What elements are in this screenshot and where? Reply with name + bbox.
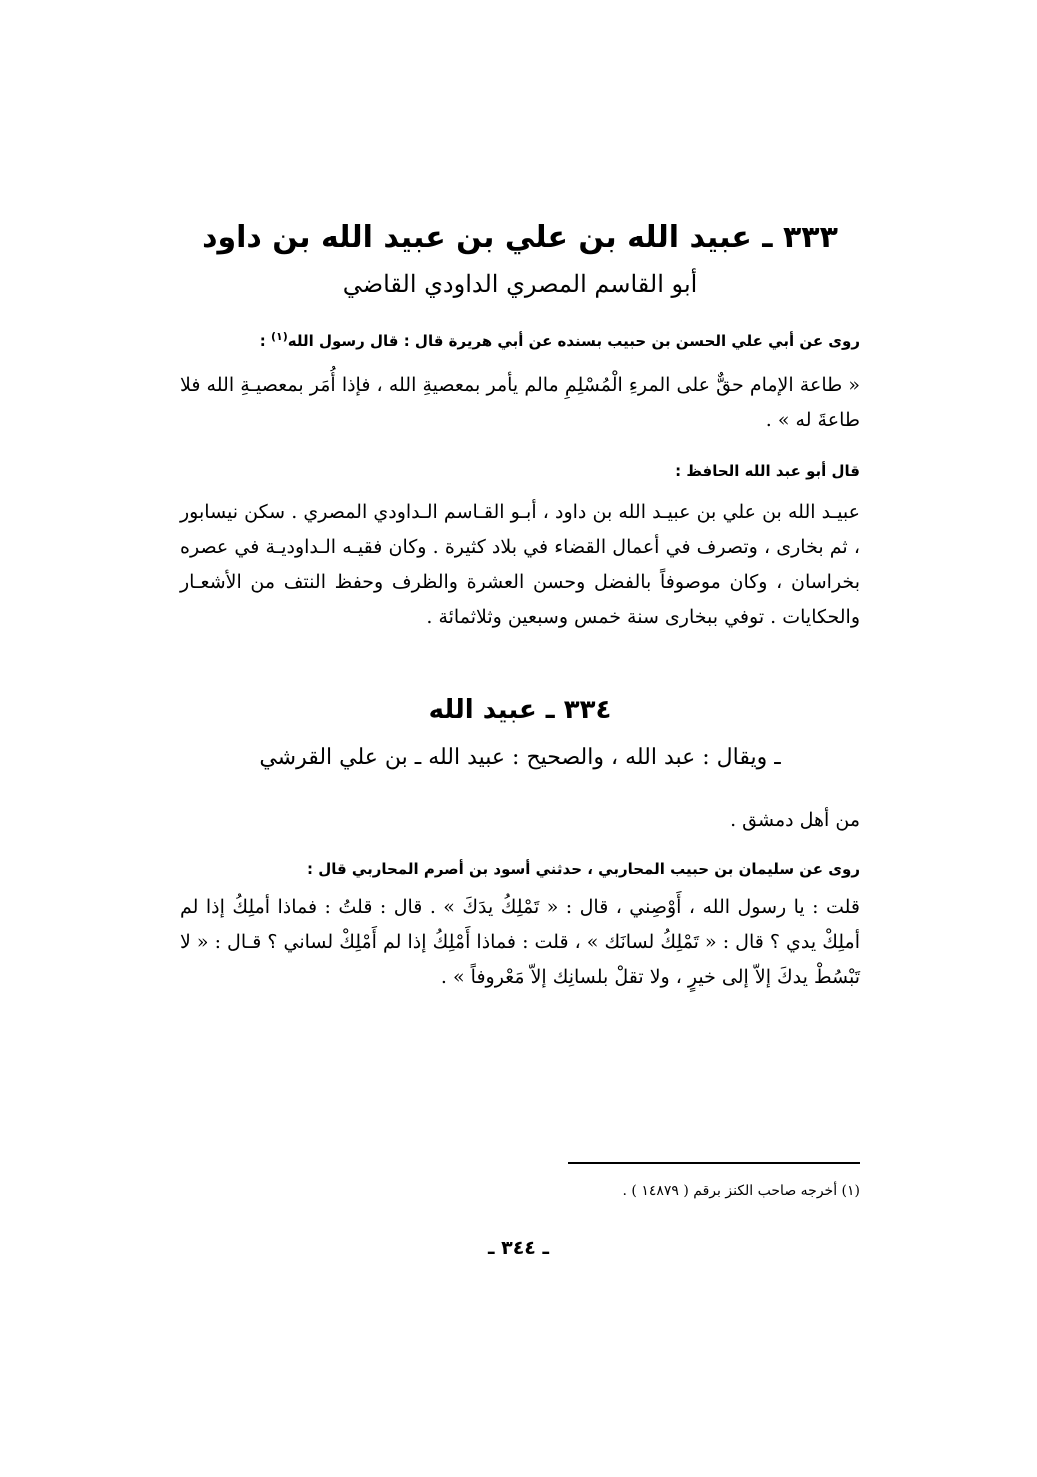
entry-333-hadith: « طاعة الإمام حقٌّ على المرءِ الْمُسْلِمِ مالم يأمر بمعصيةِ الله ، فإذا أُمَر بمعصيـةِ الله فلا طاعةَ له » . xyxy=(180,374,860,431)
entry-333-subtitle: أبو القاسم المصري الداودي القاضي xyxy=(342,270,698,298)
entry-334-origin: من أهل دمشق . xyxy=(730,809,860,831)
footnote: (١) أخرجه صاحب الكنز برقم ( ١٤٨٧٩ ) . xyxy=(622,1183,860,1199)
page-number: ـ ٣٤٤ ـ xyxy=(487,1237,549,1259)
footnote-divider xyxy=(568,1162,860,1164)
entry-333-biography: عبيـد الله بن علي بن عبيـد الله بن داود ، أبـو القـاسم الـداودي المصري . سكن نيسابور ، ثم بخارى ، وتصرف في أعمال القضاء في بلاد كثيرة . وكان فقيـه الـداوديـة في عصره بخراسان ، وكان موصوفاً بالفضل وحسن العشرة والظرف وحفظ النتف من الأشعـار والحكايات . توفي ببخارى سنة خمس وسبعين وثلاثمائة . xyxy=(180,501,860,628)
narration-text: روى عن أبي علي الحسن بن حبيب بسنده عن أبي هريرة قال : قال رسول الله xyxy=(287,332,860,350)
entry-333-title: ٣٣٣ ـ عبيد الله بن علي بن عبيد الله بن داود xyxy=(202,220,838,255)
entry-333-commentator: قال أبو عبد الله الحافظ : xyxy=(675,462,860,480)
narration-colon: : xyxy=(259,332,271,350)
entry-334-title: ٣٣٤ ـ عبيد الله xyxy=(428,695,612,725)
footnote-reference: (١) xyxy=(271,330,288,343)
entry-334-narration: روى عن سليمان بن حبيب المحاربي ، حدثني أسود بن أصرم المحاربي قال : xyxy=(307,860,860,878)
entry-333-narration xyxy=(180,330,860,350)
entry-334-dialogue: قلت : يا رسول الله ، أَوْصِني ، قال : « تَمْلِكُ يدَكَ » . قال : قلتُ : فماذا أملِكُ إذا لم أملِكْ يدي ؟ قال : « تَمْلِكُ لسانَك » ، قلت : فماذا أَمْلِكُ إذا لم أَمْلِكْ لساني ؟ قـال : « لا تَبْسُطْ يدكَ إلاّ إلى خيرٍ ، ولا تقلْ بلسانِك إلاّ مَعْروفاً » . xyxy=(180,896,860,988)
entry-334-subtitle: ـ ويقال : عبد الله ، والصحيح : عبيد الله ـ بن علي القرشي xyxy=(259,745,781,770)
